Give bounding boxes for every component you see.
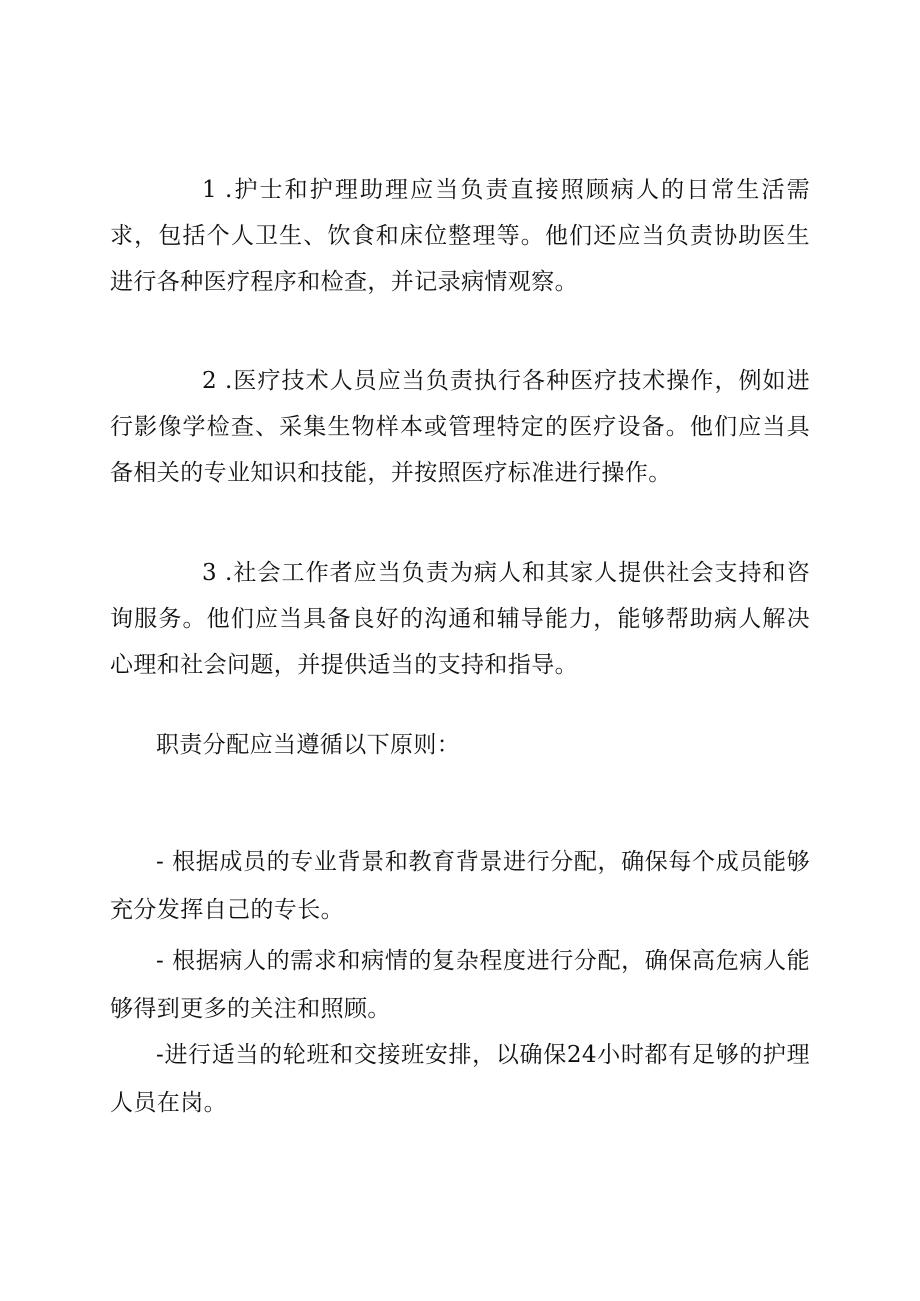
paragraph-text: .社会工作者应当负责为病人和其家人提供社会支持和咨询服务。他们应当具备良好的沟通和辅导能力，能够帮助病人解决心理和社会问题，并提供适当的支持和指导。 — [110, 560, 810, 678]
paragraph-text: 职责分配应当遵循以下原则： — [156, 732, 461, 758]
paragraph-nurses-duties — [110, 167, 810, 305]
paragraph-text: .医疗技术人员应当负责执行各种医疗技术操作，例如进行影像学检查、采集生物样本或管理特定的医疗设备。他们应当具备相关的专业知识和技能，并按照医疗标准进行操作。 — [110, 368, 810, 486]
principle-item-background — [110, 838, 810, 934]
item-number: 1 — [202, 177, 218, 203]
paragraph-social-workers-duties — [110, 550, 810, 688]
paragraph-text: .护士和护理助理应当负责直接照顾病人的日常生活需求，包括个人卫生、饮食和床位整理等。他们还应当负责协助医生进行各种医疗程序和检查，并记录病情观察。 — [110, 177, 810, 295]
paragraph-text: - 根据病人的需求和病情的复杂程度进行分配，确保高危病人能够得到更多的关注和照顾。 — [110, 948, 810, 1022]
paragraph-principles-heading — [110, 722, 810, 768]
principle-item-patient-needs — [110, 937, 810, 1033]
item-number: 3 — [202, 560, 218, 586]
paragraph-technicians-duties — [110, 358, 810, 496]
paragraph-text: -进行适当的轮班和交接班安排，以确保24小时都有足够的护理人员在岗。 — [110, 1042, 810, 1116]
principle-item-shifts — [110, 1031, 810, 1127]
paragraph-text: - 根据成员的专业背景和教育背景进行分配，确保每个成员能够充分发挥自己的专长。 — [110, 849, 810, 923]
item-number: 2 — [202, 368, 218, 394]
